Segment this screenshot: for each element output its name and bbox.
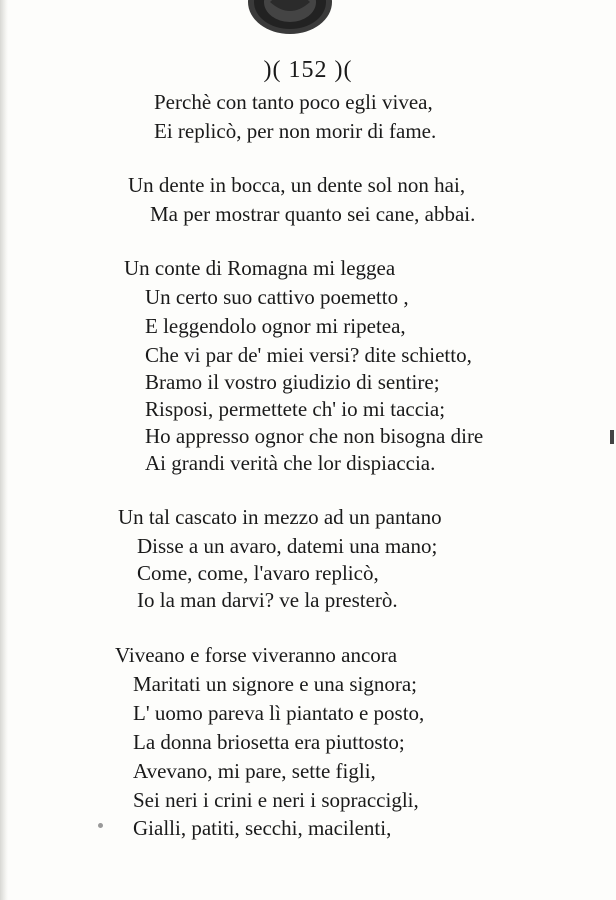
verse-line: Gialli, patiti, secchi, macilenti,: [133, 816, 392, 840]
verse-line: Perchè con tanto poco egli vivea,: [154, 90, 433, 114]
verse-line: Ma per mostrar quanto sei cane, abbai.: [150, 202, 476, 226]
verse-line: Disse a un avaro, datemi una mano;: [137, 534, 438, 558]
library-seal-stamp: [246, 0, 334, 36]
verse-line: Sei neri i crini e neri i sopraccigli,: [133, 788, 419, 812]
page-number: )( 152 )(: [263, 57, 353, 83]
verse-line: Bramo il vostro giudizio di sentire;: [145, 370, 440, 394]
verse-line: Un certo suo cattivo poemetto ,: [145, 285, 409, 309]
verse-line: Viveano e forse viveranno ancora: [115, 643, 398, 667]
verse-line: Che vi par de' miei versi? dite schietto,: [145, 343, 472, 367]
page-edge-mark: [610, 430, 614, 444]
verse-line: Un conte di Romagna mi leggea: [124, 256, 396, 280]
verse-line: Maritati un signore e una signora;: [133, 672, 418, 696]
page-gutter: [0, 0, 8, 900]
verse-line: Ho appresso ognor che non bisogna dire: [145, 424, 484, 448]
verse-line: Ei replicò, per non morir di fame.: [154, 119, 437, 143]
verse-line: La donna briosetta era piuttosto;: [133, 730, 405, 754]
verse-line: L' uomo pareva lì piantato e posto,: [133, 701, 425, 725]
verse-line: Ai grandi verità che lor dispiaccia.: [145, 451, 436, 475]
verse-line: Come, come, l'avaro replicò,: [137, 561, 379, 585]
verse-line: Io la man darvi? ve la presterò.: [137, 588, 398, 612]
verse-line: Avevano, mi pare, sette figli,: [133, 759, 376, 783]
verse-line: Risposi, permettete ch' io mi taccia;: [145, 397, 446, 421]
verse-line: Un dente in bocca, un dente sol non hai,: [128, 173, 466, 197]
verse-line: E leggendolo ognor mi ripetea,: [145, 314, 406, 338]
ink-speck: [98, 823, 103, 828]
verse-line: Un tal cascato in mezzo ad un pantano: [118, 505, 442, 529]
